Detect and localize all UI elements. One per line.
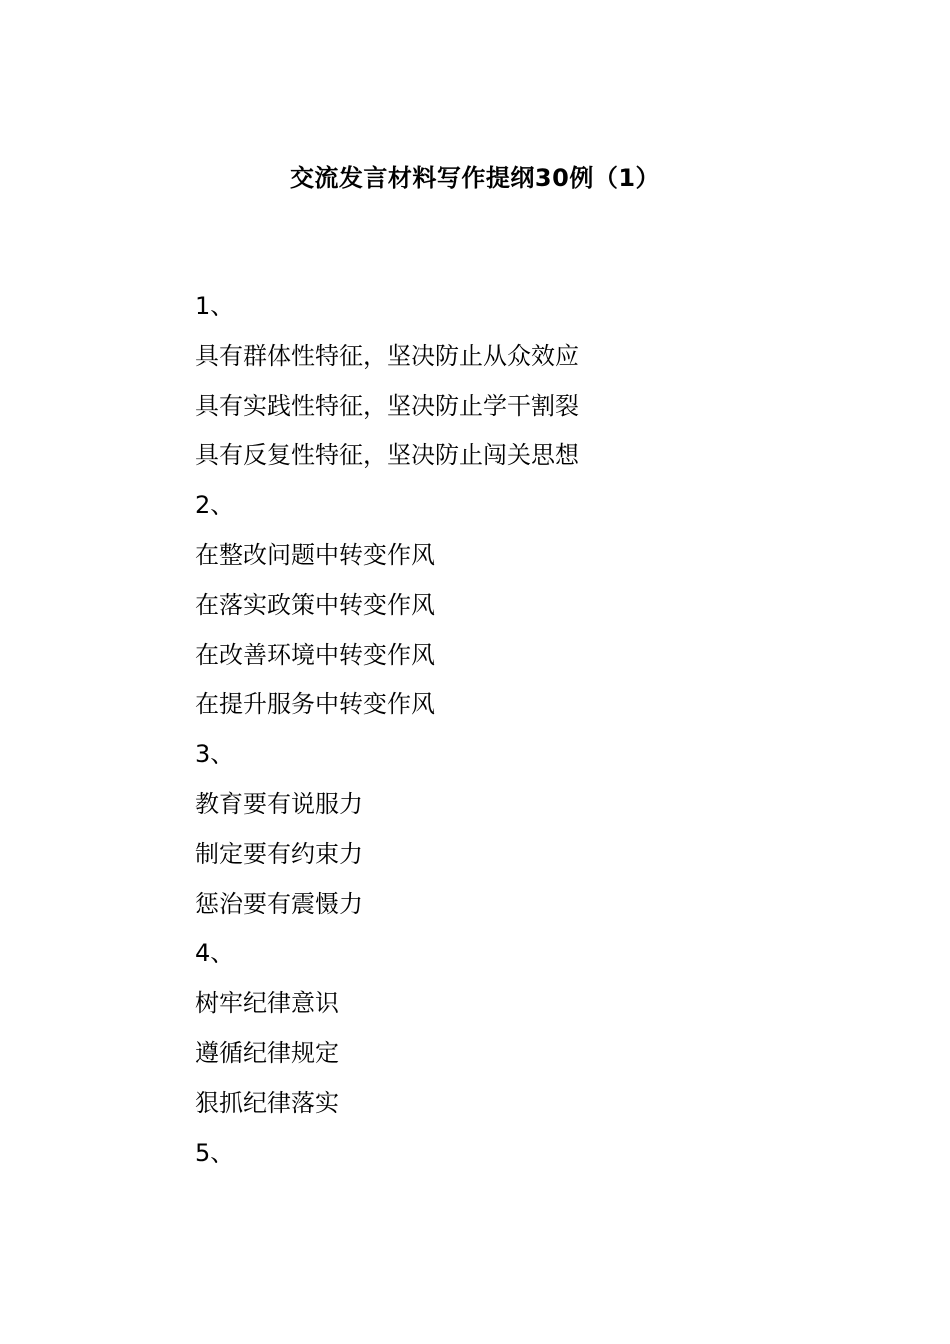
document-title: 交流发言材料写作提纲30例（1） (289, 164, 661, 192)
document-body (195, 282, 835, 1178)
section-number: 4、 (195, 939, 235, 968)
section-number: 2、 (195, 491, 235, 520)
outline-item: 树牢纪律意识 (195, 989, 339, 1018)
outline-item: 具有反复性特征，坚决防止闯关思想 (195, 441, 579, 470)
outline-item: 在整改问题中转变作风 (195, 540, 435, 569)
outline-item: 在提升服务中转变作风 (195, 690, 435, 719)
outline-item: 具有群体性特征，坚决防止从众效应 (195, 341, 579, 370)
outline-item: 教育要有说服力 (195, 789, 363, 818)
outline-item: 狠抓纪律落实 (195, 1088, 339, 1117)
outline-item: 在落实政策中转变作风 (195, 590, 435, 619)
outline-item: 在改善环境中转变作风 (195, 640, 435, 669)
outline-item: 遵循纪律规定 (195, 1038, 339, 1067)
section-number: 5、 (195, 1138, 235, 1167)
section-number: 1、 (195, 292, 235, 320)
section-number: 3、 (195, 740, 235, 769)
outline-item: 制定要有约束力 (195, 839, 363, 868)
outline-item: 惩治要有震慑力 (195, 889, 363, 918)
outline-item: 具有实践性特征，坚决防止学干割裂 (195, 391, 579, 420)
